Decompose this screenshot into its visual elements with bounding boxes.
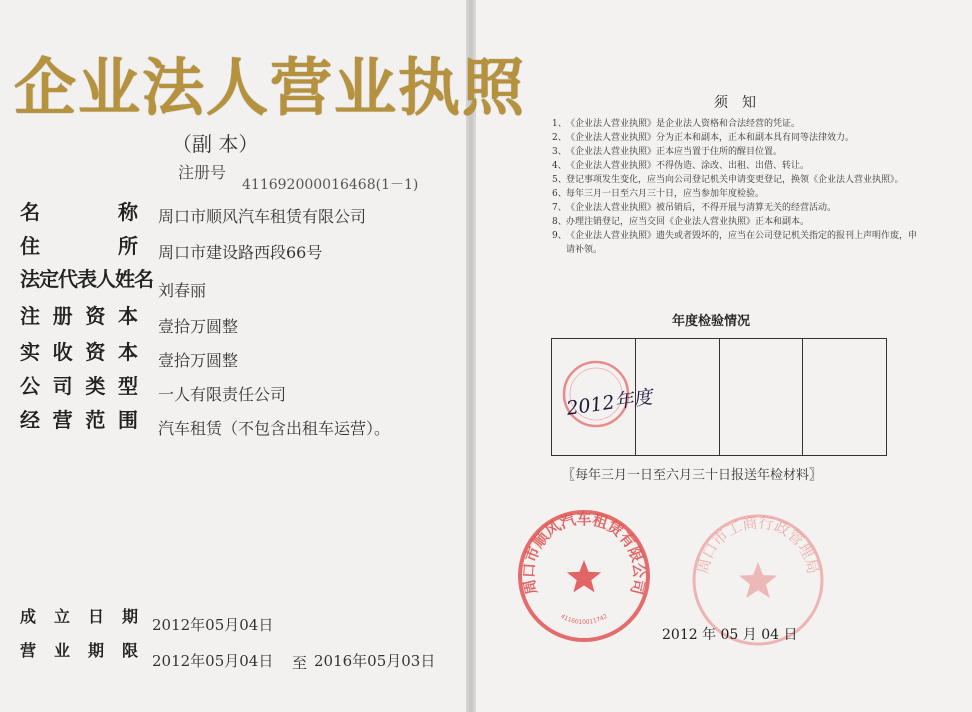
notice-item: 6、 每年三月一日至六月三十日，应当参加年度检验。: [552, 189, 765, 199]
notice-item: 3、 《企业法人营业执照》正本应当置于住所的醒目位置。: [552, 147, 783, 157]
label-char: 公: [20, 374, 40, 398]
notice-item: 1、 《企业法人营业执照》是企业法人资格和合法经营的凭证。: [552, 119, 801, 129]
notice-title: 须知: [714, 95, 770, 111]
field-value-legal-rep: 刘春丽: [158, 281, 207, 300]
notice-item: 5、 登记事项发生变化，应当向公司登记机关申请变更登记，换领《企业法人营业执照》。: [552, 175, 904, 185]
star-icon: [567, 560, 601, 592]
label-char: 日: [87, 607, 104, 626]
star-icon: [739, 562, 777, 598]
label-char: 本: [117, 340, 138, 364]
label-char: 住: [20, 234, 40, 258]
registration-label: 注册号: [178, 163, 227, 182]
business-term-start: 2012年05月04日: [152, 652, 274, 670]
business-term-end: 2016年05月03日: [314, 652, 436, 670]
annual-inspection-title: 年度检验情况: [672, 314, 751, 329]
label-char: 司: [52, 374, 73, 398]
field-value-address: 周口市建设路西段66号: [158, 243, 323, 262]
label-char: 资: [85, 304, 106, 328]
label-char: 本: [117, 304, 138, 328]
label-char: 经: [20, 408, 40, 432]
field-label-legal-rep: 法定代表人姓名: [20, 267, 153, 291]
notice-item: 4、 《企业法人营业执照》不得伪造、涂改、出租、出借、转让。: [552, 161, 810, 171]
label-char: 业: [53, 641, 70, 660]
label-char: 所: [118, 234, 138, 258]
label-char: 实: [20, 340, 40, 364]
label-char: 期: [87, 641, 104, 660]
inspection-cell: [720, 339, 804, 455]
label-char: 收: [52, 340, 73, 364]
label-char: 类: [85, 374, 106, 398]
established-date-value: 2012年05月04日: [152, 616, 274, 634]
authority-seal-text: 周口市工商行政管理局: [693, 513, 823, 576]
notice-item: 7、 《企业法人营业执照》被吊销后，不得开展与清算无关的经营活动。: [552, 203, 837, 213]
company-seal: [516, 508, 652, 644]
notice-list: [552, 118, 924, 258]
field-label-name: [20, 196, 138, 225]
field-label-address: [20, 230, 138, 259]
business-term-to: 至: [292, 654, 308, 672]
field-label-paid-capital: [20, 336, 138, 365]
company-seal-number: 4116010011742: [559, 612, 609, 627]
inspection-cell: [803, 339, 886, 455]
notice-item: 2、 《企业法人营业执照》分为正本和副本，正本和副本具有同等法律效力。: [552, 133, 855, 143]
label-char: 成: [20, 607, 37, 626]
label-char: 营: [20, 641, 37, 660]
label-char: 限: [121, 641, 138, 660]
company-seal-text: 周口市顺风汽车租赁有限公司: [519, 510, 649, 597]
field-label-registered-capital: [20, 300, 138, 329]
field-value-paid-capital: 壹拾万圆整: [158, 351, 239, 370]
business-term-label: [20, 638, 138, 661]
label-char: 营: [52, 408, 73, 432]
svg-text:4116010011742: [559, 613, 609, 626]
license-title: 企业法人营业执照: [14, 51, 527, 124]
label-char: 期: [121, 607, 138, 626]
submit-materials-notice: 〖每年三月一日至六月三十日报送年检材料〗: [562, 468, 823, 483]
label-char: 围: [117, 408, 138, 432]
issue-date: 2012 年 05 月 04 日: [662, 627, 798, 643]
label-char: 资: [85, 340, 106, 364]
field-value-registered-capital: 壹拾万圆整: [158, 317, 239, 336]
registration-number: 411692000016468(1－1): [242, 177, 419, 193]
field-value-name: 周口市顺风汽车租赁有限公司: [158, 207, 367, 226]
label-char: 立: [53, 607, 70, 626]
handwritten-inspection-year: 2012年度: [565, 386, 654, 420]
field-label-company-type: [20, 370, 138, 399]
label-char: 范: [85, 408, 106, 432]
field-value-business-scope: 汽车租赁（不包含出租车运营）。: [158, 419, 391, 438]
label-char: 称: [118, 200, 138, 224]
notice-item: 8、 办理注销登记，应当交回《企业法人营业执照》正本和副本。: [552, 217, 810, 227]
label-char: 注: [20, 304, 40, 328]
field-value-company-type: 一人有限责任公司: [158, 385, 287, 404]
field-label-business-scope: [20, 404, 138, 433]
copy-type: （副 本）: [172, 132, 259, 156]
established-date-label: [20, 604, 138, 627]
label-char: 册: [52, 304, 73, 328]
notice-item: 9、 《企业法人营业执照》遗失或者毁坏的，应当在公司登记机关指定的报刊上声明作废，申请补领。: [552, 231, 918, 255]
label-char: 名: [20, 200, 40, 224]
label-char: 型: [117, 374, 138, 398]
